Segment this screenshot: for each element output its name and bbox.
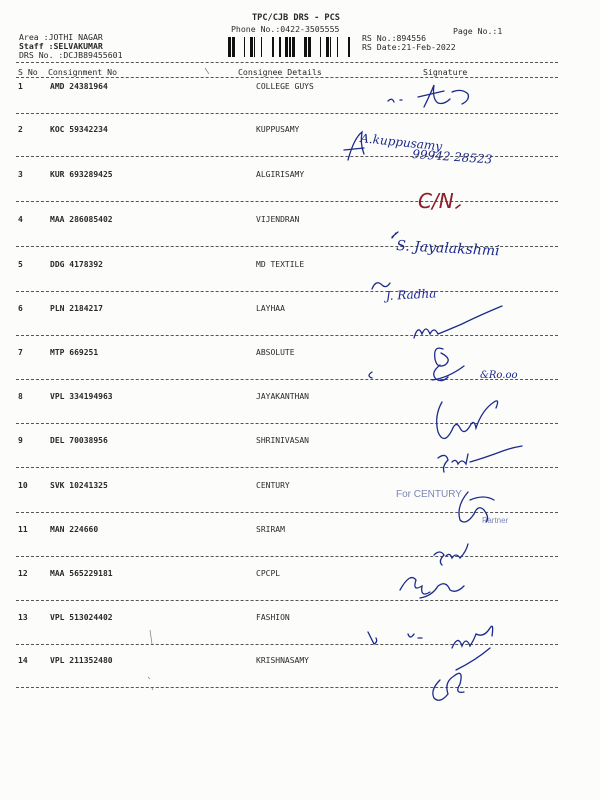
rs-number: RS No.:894556 bbox=[362, 33, 427, 43]
signature-5: J. Radha bbox=[385, 286, 437, 303]
row-consignee: VIJENDRAN bbox=[256, 215, 300, 224]
row-consignee: JAYAKANTHAN bbox=[256, 392, 309, 401]
row-consignee: SHRINIVASAN bbox=[256, 436, 309, 445]
row-sno: 1 bbox=[18, 82, 23, 91]
area-label: Area :JOTHI NAGAR bbox=[19, 32, 103, 42]
signature-2-phone: 99942 28523 bbox=[411, 147, 493, 167]
column-header-sno: S No bbox=[18, 67, 38, 77]
document-title: TPC/CJB DRS - PCS bbox=[252, 13, 340, 23]
signature-3: C/N bbox=[418, 189, 454, 213]
row-consignment-no: AMD 24381964 bbox=[50, 82, 108, 91]
row-consignee: COLLEGE GUYS bbox=[256, 82, 314, 91]
signature-12 bbox=[400, 578, 464, 598]
row-consignment-no: DDG 4178392 bbox=[50, 260, 103, 269]
row-consignment-no: PLN 2184217 bbox=[50, 304, 103, 313]
signature-8 bbox=[437, 401, 498, 439]
signature-13 bbox=[368, 626, 493, 648]
row-consignment-no: SVK 10241325 bbox=[50, 481, 108, 490]
drs-number: DRS No. :DCJB89455601 bbox=[19, 50, 123, 60]
signature-9 bbox=[438, 446, 522, 472]
row-sno: 3 bbox=[18, 170, 23, 179]
row-consignment-no: DEL 70038956 bbox=[50, 436, 108, 445]
signature-6 bbox=[414, 306, 502, 338]
signature-7 bbox=[369, 348, 464, 380]
row-consignee: ABSOLUTE bbox=[256, 348, 295, 357]
row-consignee: MD TEXTILE bbox=[256, 260, 305, 269]
row-sno: 9 bbox=[18, 436, 23, 445]
column-header-signature: Signature bbox=[423, 67, 468, 77]
row-sno: 10 bbox=[18, 481, 28, 490]
row-consignment-no: KUR 693289425 bbox=[50, 170, 113, 179]
signature-11 bbox=[434, 544, 468, 565]
row-sno: 12 bbox=[18, 569, 28, 578]
signature-14 bbox=[433, 648, 490, 700]
signature-7-text: &Ro.oo bbox=[480, 370, 518, 381]
row-consignment-no: MAA 286085402 bbox=[50, 215, 113, 224]
row-consignment-no: VPL 211352480 bbox=[50, 656, 113, 665]
phone-number: Phone No.:0422-3505555 bbox=[231, 24, 340, 34]
row-consignment-no: KOC 59342234 bbox=[50, 125, 108, 134]
row-sno: 13 bbox=[18, 613, 28, 622]
row-consignment-no: MAA 565229181 bbox=[50, 569, 113, 578]
stamp-century: For CENTURY bbox=[396, 489, 462, 500]
row-sno: 11 bbox=[18, 525, 28, 534]
row-consignee: ALGIRISAMY bbox=[256, 170, 305, 179]
signature-4: S. Jayalakshmi bbox=[395, 238, 500, 260]
row-sno: 5 bbox=[18, 260, 23, 269]
signature-1 bbox=[388, 85, 468, 107]
row-consignee: FASHION bbox=[256, 613, 290, 622]
row-consignment-no: VPL 334194963 bbox=[50, 392, 113, 401]
stray-mark bbox=[150, 630, 152, 644]
row-consignee: SRIRAM bbox=[256, 525, 285, 534]
row-sno: 7 bbox=[18, 348, 23, 357]
staff-label: Staff :SELVAKUMAR bbox=[19, 41, 103, 51]
row-consignee: CPCPL bbox=[256, 569, 281, 578]
column-header-consignee: Consignee Details bbox=[238, 67, 322, 77]
row-consignment-no: MAN 224660 bbox=[50, 525, 99, 534]
column-header-consignment: Consignment No bbox=[48, 67, 118, 77]
row-sno: 4 bbox=[18, 215, 23, 224]
signature-2-name: A.kuppusamy bbox=[359, 131, 443, 154]
signature-3-mark bbox=[456, 205, 460, 208]
row-consignment-no: MTP 669251 bbox=[50, 348, 99, 357]
row-consignee: KUPPUSAMY bbox=[256, 125, 300, 134]
row-sno: 2 bbox=[18, 125, 23, 134]
row-consignee: LAYHAA bbox=[256, 304, 285, 313]
stray-mark bbox=[205, 68, 209, 74]
row-consignment-no: VPL 513024402 bbox=[50, 613, 113, 622]
stamp-partner: Partner bbox=[482, 516, 509, 525]
page-number: Page No.:1 bbox=[453, 26, 503, 36]
row-sno: 14 bbox=[18, 656, 28, 665]
rs-date: RS Date:21-Feb-2022 bbox=[362, 42, 456, 52]
row-sno: 8 bbox=[18, 392, 23, 401]
stray-mark bbox=[148, 677, 153, 690]
row-consignee: KRISHNASAMY bbox=[256, 656, 309, 665]
row-consignee: CENTURY bbox=[256, 481, 290, 490]
row-sno: 6 bbox=[18, 304, 23, 313]
